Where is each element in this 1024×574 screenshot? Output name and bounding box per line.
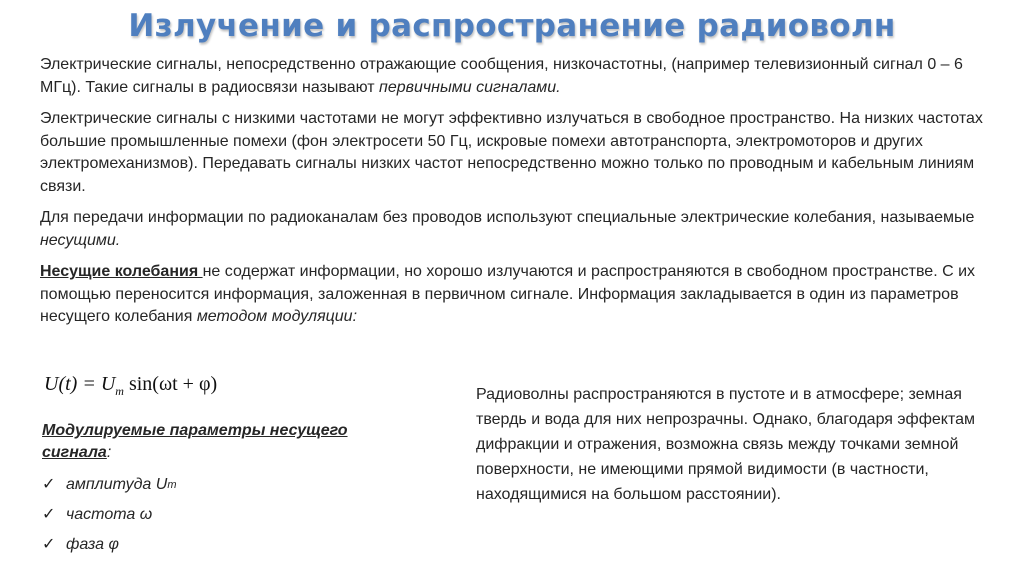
paragraph-text: не содержат информации, но хорошо излучаются и распространяются в свободном пространстве. С их помощью переносится информация, заложенная в первичном сигнале. Информация закладывается в один из параметров несущего колебания — [40, 263, 976, 325]
formula-lhs: U(t) = U — [44, 373, 116, 395]
params-list — [42, 470, 372, 560]
params-heading: Модулируемые параметры несущего сигнала — [42, 422, 348, 461]
param-subscript: m — [167, 479, 177, 491]
paragraph-primary-signals — [40, 54, 1000, 99]
params-heading-block — [42, 420, 372, 464]
param-label: амплитуда U — [66, 476, 168, 493]
params-heading-colon: : — [106, 444, 112, 461]
modulated-parameters — [42, 420, 372, 560]
param-label: фаза φ — [66, 536, 119, 553]
term-modulation-method: методом модуляции: — [196, 308, 358, 325]
list-item — [42, 530, 372, 560]
paragraph-text: Для передачи информации по радиоканалам без проводов используют специальные электрические колебания, называемые — [40, 209, 975, 226]
paragraph-carrier — [40, 207, 1000, 252]
term-primary-signals: первичными сигналами. — [379, 78, 561, 96]
paragraph-text: Электрические сигналы, непосредственно отражающие сообщения, низкочастотны, (например телевизионный сигнал 0 – 6 МГц). Такие сигналы в радиосвязи называют — [40, 56, 963, 96]
paragraph-carrier-oscillations — [40, 261, 1000, 329]
radio-waves-note: Радиоволны распространяются в пустоте и в атмосфере; земная твердь и вода для них непрозрачны. Однако, благодаря эффектам дифракции и отражения, возможна связь между точками земной поверхности, не имеющими прямой видимости (в частности, находящимися на большом расстоянии). — [476, 386, 976, 503]
slide-body — [40, 54, 1000, 338]
param-label: частота ω — [66, 506, 153, 523]
check-icon: ✓ — [42, 506, 56, 523]
slide-title: Излучение и распространение радиоволн — [128, 8, 896, 44]
formula-subscript: m — [115, 384, 124, 398]
formula-rhs: sin(ωt + φ) — [123, 373, 218, 395]
check-icon: ✓ — [42, 536, 56, 553]
check-icon: ✓ — [42, 476, 56, 493]
carrier-formula — [44, 373, 217, 399]
paragraph-low-frequency — [40, 108, 1000, 198]
term-carrier: несущими. — [40, 231, 121, 249]
list-item — [42, 470, 372, 500]
term-carrier-oscillations: Несущие колебания — [40, 263, 203, 280]
list-item — [42, 500, 372, 530]
paragraph-text: Электрические сигналы с низкими частотами не могут эффективно излучаться в свободное пространство. На низких частотах большие промышленные помехи (фон электросети 50 Гц, искровые помехи автотранспорта, электромоторов и других электромеханизмов). Передавать сигналы низких частот непосредственно можно только по проводным и кабельным линиям связи. — [40, 110, 983, 195]
